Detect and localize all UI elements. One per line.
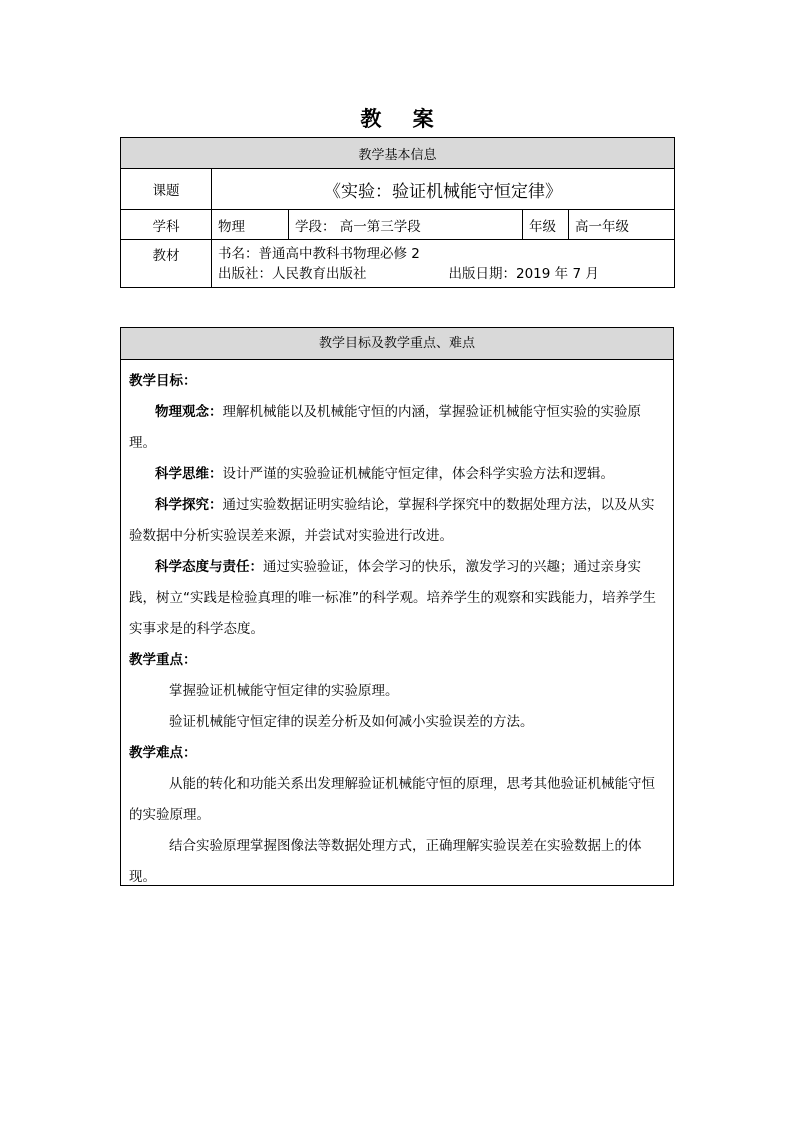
physics-concept-paragraph: [129, 397, 665, 459]
subject-value: 物理: [212, 210, 289, 240]
scientific-inquiry-paragraph: [129, 490, 665, 552]
objectives-body: [121, 360, 673, 893]
grade-value: 高一年级: [569, 210, 675, 240]
physics-concept-label: 物理观念：: [155, 404, 223, 420]
scientific-thinking-label: 科学思维：: [155, 466, 223, 482]
objectives-section: [120, 327, 674, 886]
key-points-label: 教学重点：: [129, 652, 197, 668]
attitude-paragraph: [129, 552, 665, 645]
difficulty-1: 从能的转化和功能关系出发理解验证机械能守恒的原理，思考其他验证机械能守恒的实验原理。: [129, 776, 655, 823]
attitude-text: 通过实验验证，体会学习的快乐，激发学习的兴趣；通过亲身实践，树立“实践是检验真理的唯一标准”的科学观。培养学生的观察和实践能力，培养学生实事求是的科学态度。: [129, 559, 656, 637]
goals-label: 教学目标：: [129, 373, 197, 389]
physics-concept-text: 理解机械能以及机械能守恒的内涵，掌握验证机械能守恒实验的实验原理。: [129, 404, 641, 451]
stage-value: 学段： 高一第三学段: [289, 210, 523, 240]
book-name: 书名：普通高中教科书物理必修 2: [218, 245, 420, 262]
scientific-thinking-paragraph: [129, 459, 665, 490]
grade-label: 年级: [523, 210, 569, 240]
key-point-1: 掌握验证机械能守恒定律的实验原理。: [169, 683, 399, 699]
scientific-thinking-text: 设计严谨的实验验证机械能守恒定律，体会科学实验方法和逻辑。: [222, 466, 614, 482]
publisher-line: [218, 264, 668, 284]
difficulties-label: 教学难点：: [129, 745, 197, 761]
basic-info-header: 教学基本信息: [121, 138, 675, 169]
topic-value: 《实验：验证机械能守恒定律》: [212, 169, 675, 210]
objectives-header: 教学目标及教学重点、难点: [121, 328, 673, 360]
difficulty-2: 结合实验原理掌握图像法等数据处理方式，正确理解实验误差在实验数据上的体现。: [129, 838, 642, 885]
document-title: 教 案: [360, 107, 446, 131]
material-label: 教材: [121, 240, 212, 288]
scientific-inquiry-label: 科学探究：: [155, 497, 223, 513]
attitude-label: 科学态度与责任：: [155, 559, 263, 575]
publisher: 出版社：人民教育出版社: [218, 265, 367, 282]
basic-info-table: [120, 137, 675, 288]
topic-label: 课题: [121, 169, 212, 210]
key-point-2: 验证机械能守恒定律的误差分析及如何减小实验误差的方法。: [169, 714, 534, 730]
subject-label: 学科: [121, 210, 212, 240]
material-info: [212, 240, 675, 288]
scientific-inquiry-text: 通过实验数据证明实验结论，掌握科学探究中的数据处理方法，以及从实验数据中分析实验误差来源，并尝试对实验进行改进。: [129, 497, 655, 544]
publish-date: 出版日期：2019 年 7 月: [448, 265, 599, 282]
